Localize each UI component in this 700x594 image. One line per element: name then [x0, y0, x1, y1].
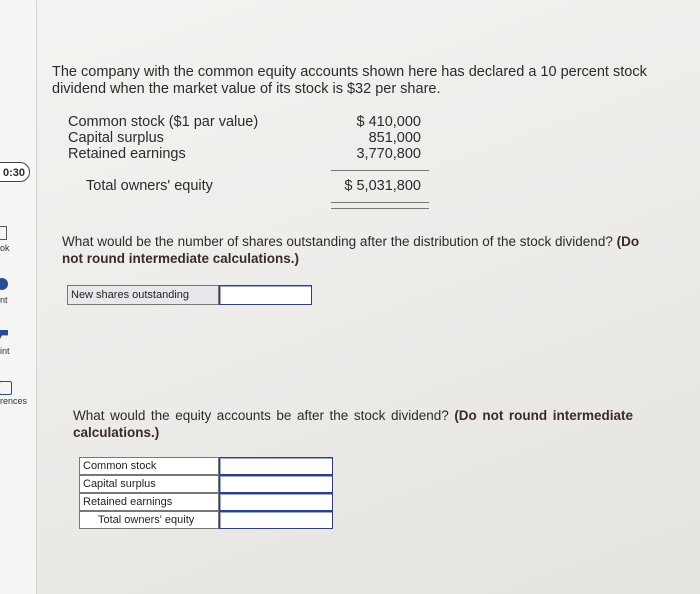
total-equity-value: $ 5,031,800 — [344, 178, 421, 194]
new-shares-label: New shares outstanding — [67, 285, 219, 305]
equity-row-label: Common stock — [79, 457, 219, 475]
capital-surplus-input[interactable] — [219, 475, 333, 493]
references-icon[interactable] — [0, 381, 12, 395]
question-1-text: What would be the number of shares outstanding after the distribution of the stock dividend? — [62, 234, 613, 249]
answer-row-total-equity — [79, 511, 333, 529]
subtotal-rule — [331, 170, 429, 171]
common-stock-input[interactable] — [219, 457, 333, 475]
total-double-rule-top — [331, 202, 429, 203]
total-double-rule-bottom — [331, 208, 429, 209]
question-2 — [73, 407, 633, 441]
account-label-capital-surplus: Capital surplus — [68, 130, 164, 146]
question-1 — [62, 233, 647, 267]
equity-row-label: Retained earnings — [79, 493, 219, 511]
sidebar-item-ebook[interactable]: ok — [0, 243, 10, 253]
answer-row-new-shares — [67, 285, 312, 305]
total-equity-input[interactable] — [219, 511, 333, 529]
question-1-instruction: (Do not round intermediate calculations.) — [62, 234, 640, 266]
sidebar-item-references[interactable]: rences — [0, 396, 28, 406]
account-value-capital-surplus: 851,000 — [368, 130, 421, 146]
sidebar-item-print[interactable]: nt — [0, 295, 8, 305]
answer-row-retained-earnings — [79, 493, 333, 511]
answer-row-common-stock — [79, 457, 333, 475]
account-value-retained-earnings: 3,770,800 — [356, 146, 421, 162]
total-equity-label: Total owners' equity — [86, 178, 213, 194]
question-2-instruction: (Do not round intermediate calculations.) — [73, 408, 633, 440]
equity-row-label: Capital surplus — [79, 475, 219, 493]
equity-total-label: Total owners' equity — [79, 511, 219, 529]
retained-earnings-input[interactable] — [219, 493, 333, 511]
account-label-common-stock: Common stock ($1 par value) — [68, 114, 259, 130]
timer-badge[interactable]: 0:30 — [0, 162, 30, 182]
account-label-retained-earnings: Retained earnings — [68, 146, 186, 162]
account-value-common-stock: $ 410,000 — [356, 114, 421, 130]
question-2-text: What would the equity accounts be after the stock dividend? — [73, 408, 449, 423]
sidebar-item-hint[interactable]: int — [0, 346, 10, 356]
answer-row-capital-surplus — [79, 475, 333, 493]
new-shares-input[interactable] — [219, 285, 312, 305]
ebook-icon[interactable] — [0, 226, 7, 240]
problem-intro: The company with the common equity accounts shown here has declared a 10 percent stock dividend when the market value of its stock is $32 per share. — [52, 64, 647, 97]
